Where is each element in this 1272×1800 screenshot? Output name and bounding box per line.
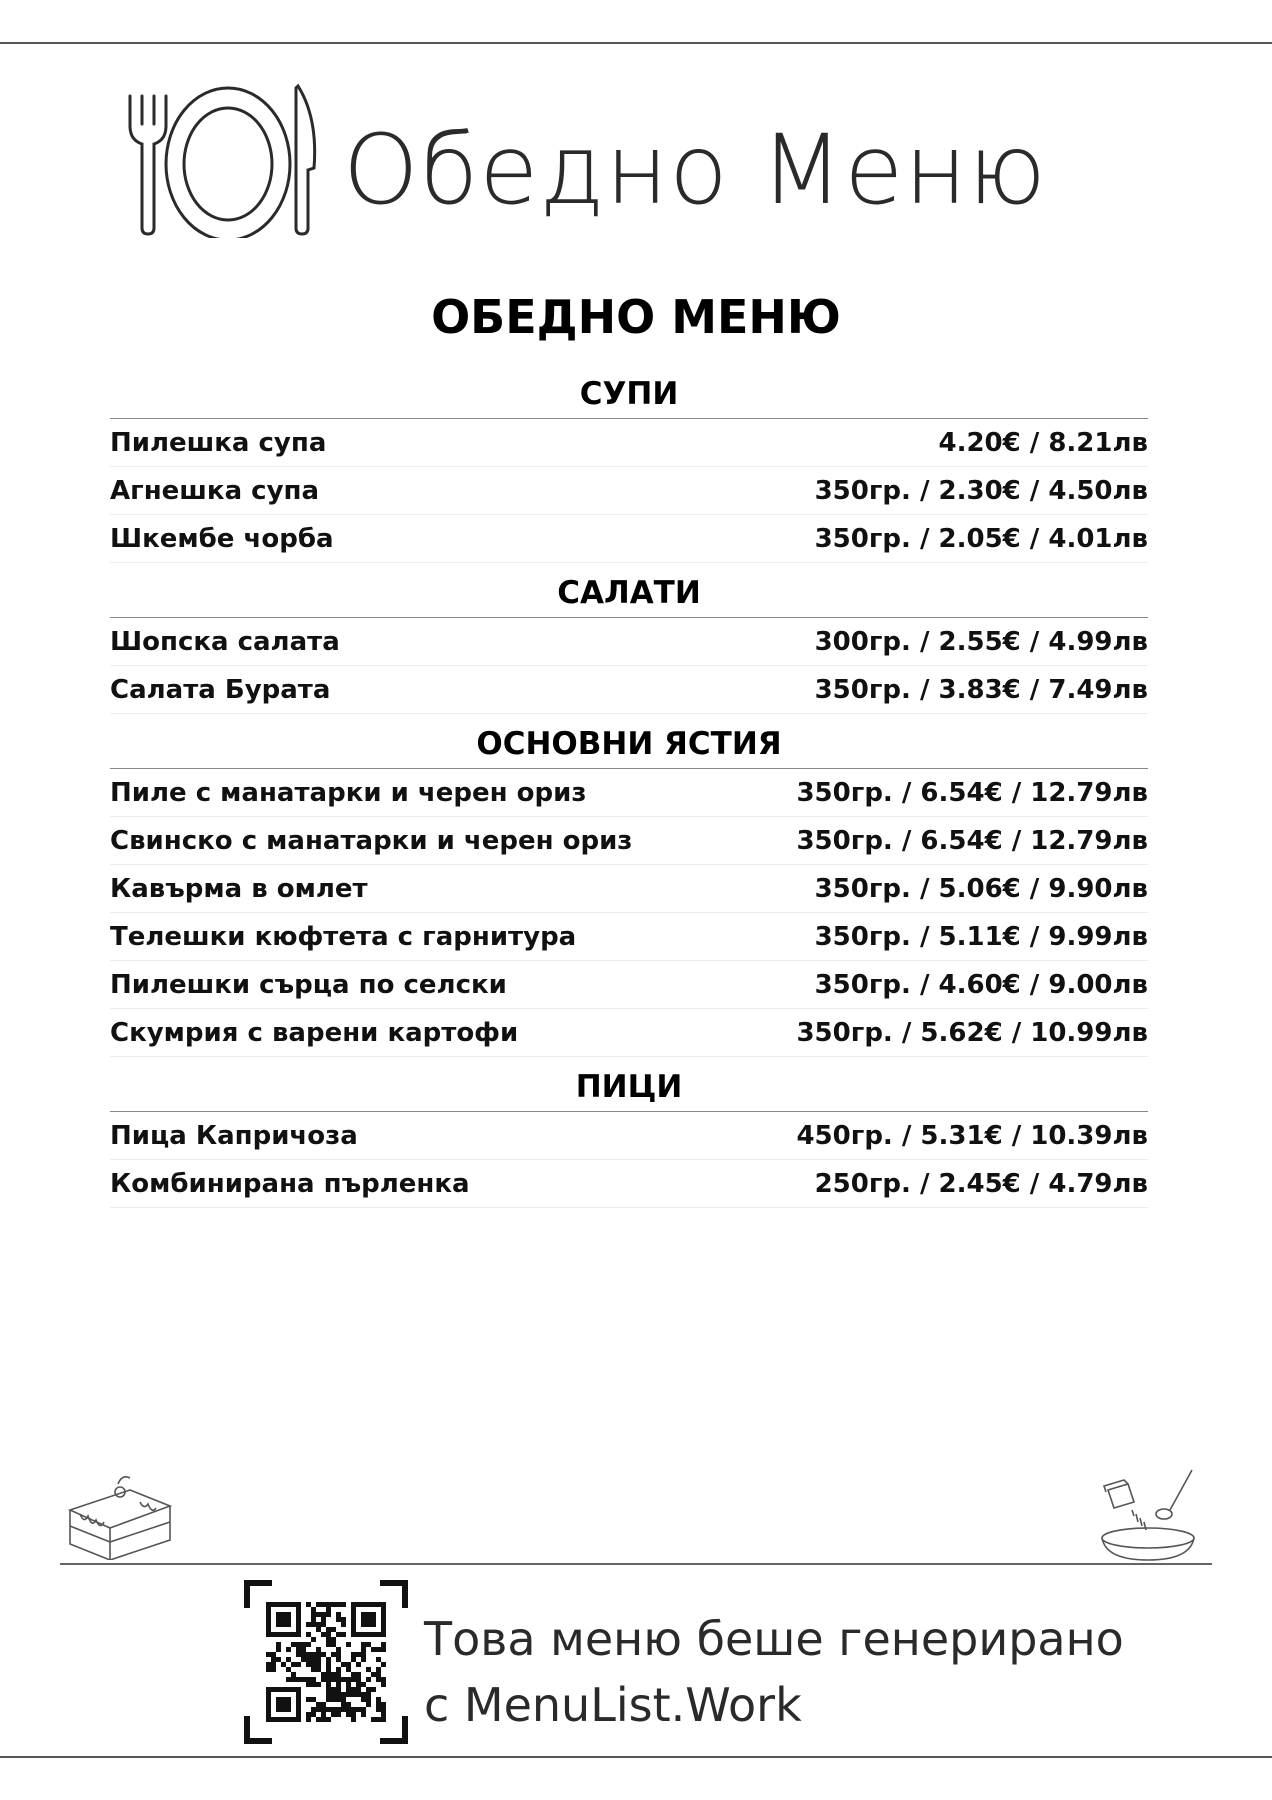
menu-item [110, 865, 1148, 913]
menu-item [110, 1160, 1148, 1208]
menu-list [110, 370, 1148, 1208]
menu-item-name: Комбинирана пърленка [110, 1168, 470, 1199]
qr-code-icon [244, 1580, 408, 1748]
page-title: ОБЕДНО МЕНЮ [431, 290, 841, 344]
menu-item [110, 515, 1148, 563]
logo [118, 78, 1048, 238]
top-divider [0, 42, 1272, 44]
footer-line-1: Това меню беше генерирано [424, 1612, 1124, 1666]
menu-item [110, 618, 1148, 666]
menu-item [110, 1112, 1148, 1160]
menu-item-name: Пиле с манатарки и черен ориз [110, 777, 587, 808]
menu-item-name: Свинско с манатарки и черен ориз [110, 825, 633, 856]
menu-item-price: 300гр. / 2.55€ / 4.99лв [814, 626, 1148, 657]
section-title: ПИЦИ [110, 1063, 1148, 1112]
menu-item-price: 350гр. / 3.83€ / 7.49лв [814, 674, 1148, 705]
logo-text: Обедно Меню [343, 114, 1048, 226]
menu-item-price: 350гр. / 2.30€ / 4.50лв [814, 475, 1148, 506]
menu-item-price: 350гр. / 5.62€ / 10.99лв [796, 1017, 1148, 1048]
menu-item-name: Шкембе чорба [110, 523, 334, 554]
menu-item [110, 817, 1148, 865]
bottom-divider [0, 1756, 1272, 1758]
menu-item-name: Пица Капричоза [110, 1120, 358, 1151]
footer-line-2: с MenuList.Work [424, 1678, 802, 1732]
menu-item-price: 4.20€ / 8.21лв [938, 427, 1148, 458]
menu-item [110, 467, 1148, 515]
menu-item-name: Телешки кюфтета с гарнитура [110, 921, 577, 952]
section-title: СУПИ [110, 370, 1148, 419]
menu-item-name: Пилешка супа [110, 427, 327, 458]
footer-text [424, 1606, 1124, 1738]
section-title: САЛАТИ [110, 569, 1148, 618]
menu-item-name: Кавърма в омлет [110, 873, 368, 904]
cutlery-plate-icon [118, 78, 338, 238]
cake-icon [60, 1470, 180, 1564]
menu-item [110, 419, 1148, 467]
menu-item-price: 350гр. / 6.54€ / 12.79лв [796, 777, 1148, 808]
menu-item-name: Скумрия с варени картофи [110, 1017, 519, 1048]
menu-item-price: 450гр. / 5.31€ / 10.39лв [796, 1120, 1148, 1151]
menu-item-price: 350гр. / 4.60€ / 9.00лв [814, 969, 1148, 1000]
menu-item-name: Агнешка супа [110, 475, 320, 506]
menu-item [110, 961, 1148, 1009]
menu-item [110, 1009, 1148, 1057]
menu-item-price: 350гр. / 2.05€ / 4.01лв [814, 523, 1148, 554]
menu-item-name: Салата Бурата [110, 674, 331, 705]
menu-item-price: 350гр. / 5.11€ / 9.99лв [814, 921, 1148, 952]
menu-item-price: 250гр. / 2.45€ / 4.79лв [814, 1168, 1148, 1199]
footer-divider [60, 1563, 1212, 1565]
menu-item-name: Шопска салата [110, 626, 340, 657]
menu-item [110, 913, 1148, 961]
menu-item [110, 769, 1148, 817]
menu-item [110, 666, 1148, 714]
menu-item-price: 350гр. / 6.54€ / 12.79лв [796, 825, 1148, 856]
menu-item-name: Пилешки сърца по селски [110, 969, 507, 1000]
section-title: ОСНОВНИ ЯСТИЯ [110, 720, 1148, 769]
menu-item-price: 350гр. / 5.06€ / 9.90лв [814, 873, 1148, 904]
salt-shaker-bowl-icon [1088, 1462, 1198, 1566]
